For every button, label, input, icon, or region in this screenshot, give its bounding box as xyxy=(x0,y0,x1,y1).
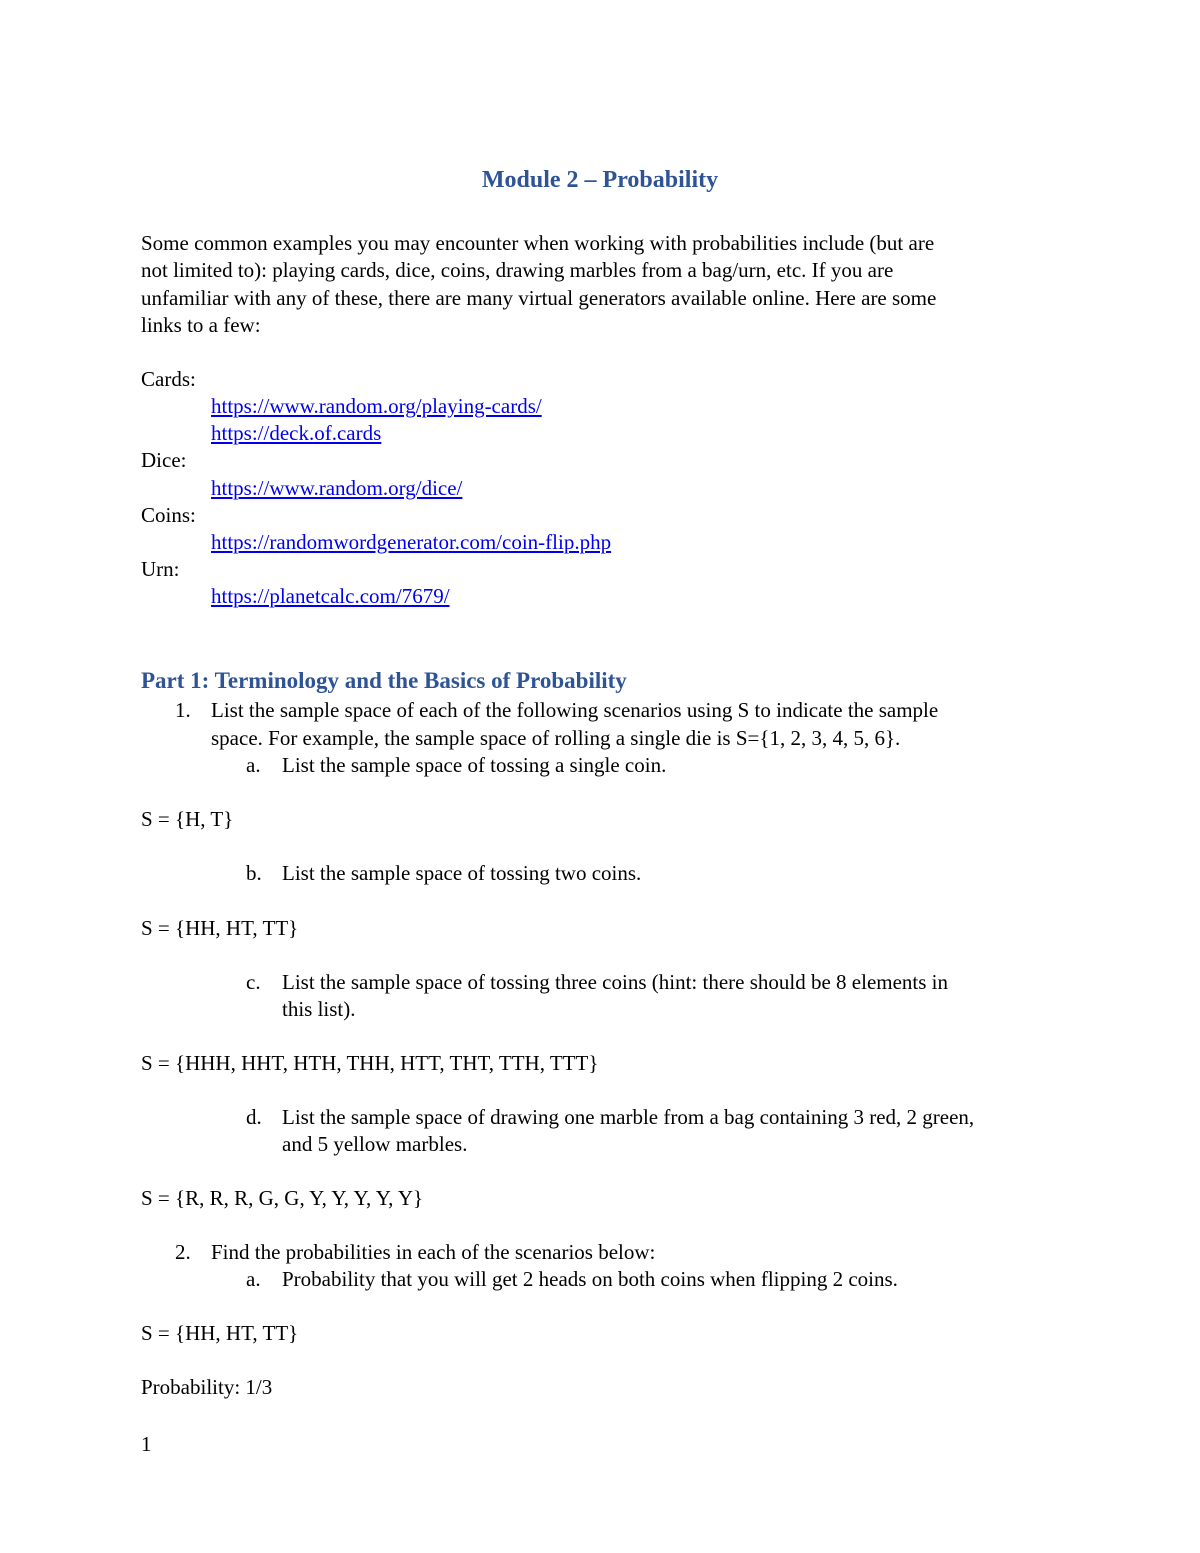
intro-line-4: links to a few: xyxy=(141,313,261,337)
coins-label: Coins: xyxy=(141,503,196,527)
q2a-answer: S = {HH, HT, TT} xyxy=(141,1321,299,1345)
intro-line-1: Some common examples you may encounter when working with probabilities include (but are xyxy=(141,231,935,255)
q1c-line-2: this list). xyxy=(282,997,356,1021)
q1-line-2: space. For example, the sample space of rolling a single die is S={1, 2, 3, 4, 5, 6}. xyxy=(211,726,901,750)
urn-label: Urn: xyxy=(141,557,180,581)
q1a-letter: a. xyxy=(246,753,261,777)
q1-line-1: List the sample space of each of the following scenarios using S to indicate the sample xyxy=(211,698,939,722)
cards-link-deck-of-cards[interactable]: https://deck.of.cards xyxy=(211,421,382,445)
q1d-line-1: List the sample space of drawing one marble from a bag containing 3 red, 2 green, xyxy=(282,1105,975,1129)
q1a-text: List the sample space of tossing a single coin. xyxy=(282,753,667,777)
q1c-letter: c. xyxy=(246,970,261,994)
q2-text: Find the probabilities in each of the scenarios below: xyxy=(211,1240,656,1264)
intro-line-2: not limited to): playing cards, dice, coins, drawing marbles from a bag/urn, etc. If you are xyxy=(141,258,894,282)
dice-link[interactable]: https://www.random.org/dice/ xyxy=(211,476,463,500)
q2a-letter: a. xyxy=(246,1267,261,1291)
q1b-letter: b. xyxy=(246,861,262,885)
q1-number: 1. xyxy=(175,698,191,722)
q2a-text: Probability that you will get 2 heads on both coins when flipping 2 coins. xyxy=(282,1267,898,1291)
q1a-answer: S = {H, T} xyxy=(141,807,234,831)
q1d-line-2: and 5 yellow marbles. xyxy=(282,1132,468,1156)
page-number: 1 xyxy=(141,1432,152,1456)
urn-link[interactable]: https://planetcalc.com/7679/ xyxy=(211,584,450,608)
coins-link[interactable]: https://randomwordgenerator.com/coin-flip.php xyxy=(211,530,612,554)
page-title: Module 2 – Probability xyxy=(481,167,719,193)
intro-line-3: unfamiliar with any of these, there are many virtual generators available online. Here are some xyxy=(141,286,937,310)
cards-link-random-org[interactable]: https://www.random.org/playing-cards/ xyxy=(211,394,542,418)
q1d-answer: S = {R, R, R, G, G, Y, Y, Y, Y, Y} xyxy=(141,1186,424,1210)
q2a-probability: Probability: 1/3 xyxy=(141,1375,273,1399)
q2-number: 2. xyxy=(175,1240,191,1264)
q1b-answer: S = {HH, HT, TT} xyxy=(141,916,299,940)
q1d-letter: d. xyxy=(246,1105,262,1129)
q1b-text: List the sample space of tossing two coins. xyxy=(282,861,642,885)
dice-label: Dice: xyxy=(141,448,187,472)
cards-label: Cards: xyxy=(141,367,196,391)
q1c-answer: S = {HHH, HHT, HTH, THH, HTT, THT, TTH, TTT} xyxy=(141,1051,599,1075)
part1-heading: Part 1: Terminology and the Basics of Probability xyxy=(141,668,627,693)
q1c-line-1: List the sample space of tossing three coins (hint: there should be 8 elements in xyxy=(282,970,949,994)
